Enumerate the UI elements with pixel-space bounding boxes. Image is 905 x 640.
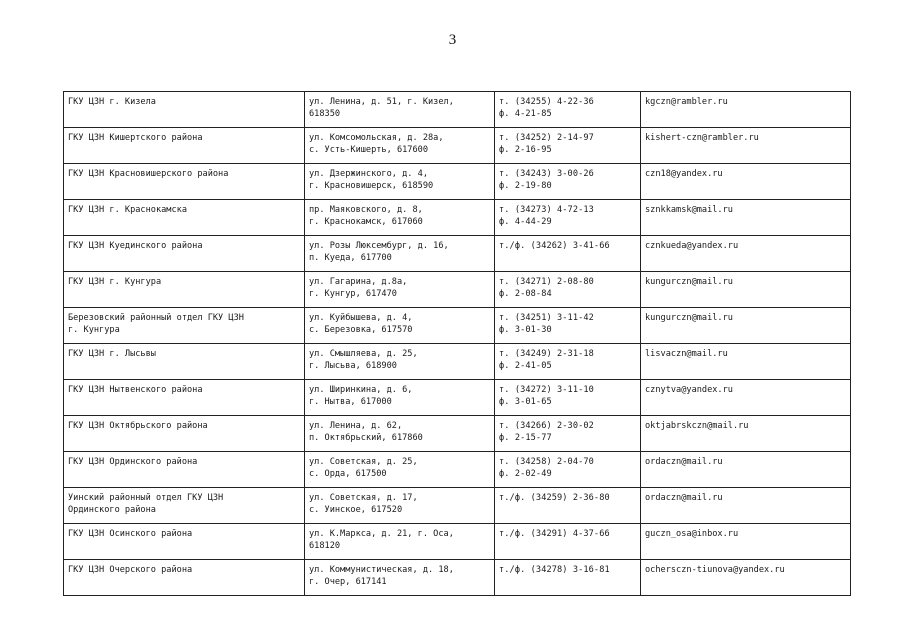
address-cell: пр. Маяковского, д. 8, г. Краснокамск, 617060 [305,200,495,236]
email-cell: kgczn@rambler.ru [641,92,851,128]
phone-cell: т. (34251) 3-11-42 ф. 3-01-30 [495,308,641,344]
phone-cell: т. (34271) 2-08-80 ф. 2-08-84 [495,272,641,308]
table-row [64,452,851,488]
organization-cell: ГКУ ЦЗН Кишертского района [64,128,305,164]
organization-cell: ГКУ ЦЗН г. Кизела [64,92,305,128]
organization-cell: ГКУ ЦЗН Ординского района [64,452,305,488]
table-row [64,200,851,236]
address-cell: ул. Коммунистическая, д. 18, г. Очер, 617141 [305,560,495,596]
organization-cell: ГКУ ЦЗН Октябрьского района [64,416,305,452]
table-body [64,92,851,596]
organization-cell: ГКУ ЦЗН Очерского района [64,560,305,596]
address-cell: ул. К.Маркса, д. 21, г. Оса, 618120 [305,524,495,560]
phone-cell: т./ф. (34259) 2-36-80 [495,488,641,524]
address-cell: ул. Советская, д. 17, с. Уинское, 617520 [305,488,495,524]
table-row [64,344,851,380]
email-cell: sznkkamsk@mail.ru [641,200,851,236]
phone-cell: т. (34266) 2-30-02 ф. 2-15-77 [495,416,641,452]
table-row [64,164,851,200]
address-cell: ул. Ленина, д. 62, п. Октябрьский, 617860 [305,416,495,452]
address-cell: ул. Советская, д. 25, с. Орда, 617500 [305,452,495,488]
email-cell: ordaczn@mail.ru [641,452,851,488]
organization-cell: ГКУ ЦЗН Осинского района [64,524,305,560]
address-cell: ул. Розы Люксембург, д. 16, п. Куеда, 617700 [305,236,495,272]
table-row [64,128,851,164]
phone-cell: т./ф. (34262) 3-41-66 [495,236,641,272]
organization-cell: Березовский районный отдел ГКУ ЦЗН г. Кунгура [64,308,305,344]
address-cell: ул. Смышляева, д. 25, г. Лысьва, 618900 [305,344,495,380]
email-cell: kungurczn@mail.ru [641,308,851,344]
email-cell: guczn_osa@inbox.ru [641,524,851,560]
page-number: 3 [448,32,457,48]
organization-cell: ГКУ ЦЗН Красновишерского района [64,164,305,200]
address-cell: ул. Ленина, д. 51, г. Кизел, 618350 [305,92,495,128]
table-row [64,488,851,524]
organization-cell: ГКУ ЦЗН г. Краснокамска [64,200,305,236]
phone-cell: т. (34255) 4-22-36 ф. 4-21-85 [495,92,641,128]
organization-cell: ГКУ ЦЗН Куединского района [64,236,305,272]
table-row [64,272,851,308]
address-cell: ул. Гагарина, д.8а, г. Кунгур, 617470 [305,272,495,308]
phone-cell: т. (34243) 3-00-26 ф. 2-19-80 [495,164,641,200]
phone-cell: т. (34272) 3-11-10 ф. 3-01-65 [495,380,641,416]
table-row [64,416,851,452]
email-cell: czn18@yandex.ru [641,164,851,200]
table-row [64,308,851,344]
contacts-table [63,91,851,596]
phone-cell: т. (34258) 2-04-70 ф. 2-02-49 [495,452,641,488]
email-cell: oktjabrskczn@mail.ru [641,416,851,452]
email-cell: ordaczn@mail.ru [641,488,851,524]
email-cell: cznkueda@yandex.ru [641,236,851,272]
organization-cell: ГКУ ЦЗН Нытвенского района [64,380,305,416]
email-cell: kishert-czn@rambler.ru [641,128,851,164]
email-cell: lisvaczn@mail.ru [641,344,851,380]
phone-cell: т. (34249) 2-31-18 ф. 2-41-05 [495,344,641,380]
table-row [64,236,851,272]
phone-cell: т./ф. (34278) 3-16-81 [495,560,641,596]
email-cell: kungurczn@mail.ru [641,272,851,308]
phone-cell: т./ф. (34291) 4-37-66 [495,524,641,560]
table-row [64,560,851,596]
table-row [64,92,851,128]
email-cell: ochersczn-tiunova@yandex.ru [641,560,851,596]
address-cell: ул. Дзержинского, д. 4, г. Красновишерск, 618590 [305,164,495,200]
table-row [64,524,851,560]
address-cell: ул. Ширинкина, д. 6, г. Нытва, 617000 [305,380,495,416]
table-row [64,380,851,416]
organization-cell: ГКУ ЦЗН г. Кунгура [64,272,305,308]
address-cell: ул. Куйбышева, д. 4, с. Березовка, 617570 [305,308,495,344]
address-cell: ул. Комсомольская, д. 28а, с. Усть-Кишерть, 617600 [305,128,495,164]
organization-cell: ГКУ ЦЗН г. Лысьвы [64,344,305,380]
organization-cell: Уинский районный отдел ГКУ ЦЗН Ординского района [64,488,305,524]
phone-cell: т. (34273) 4-72-13 ф. 4-44-29 [495,200,641,236]
email-cell: cznytva@yandex.ru [641,380,851,416]
phone-cell: т. (34252) 2-14-97 ф. 2-16-95 [495,128,641,164]
